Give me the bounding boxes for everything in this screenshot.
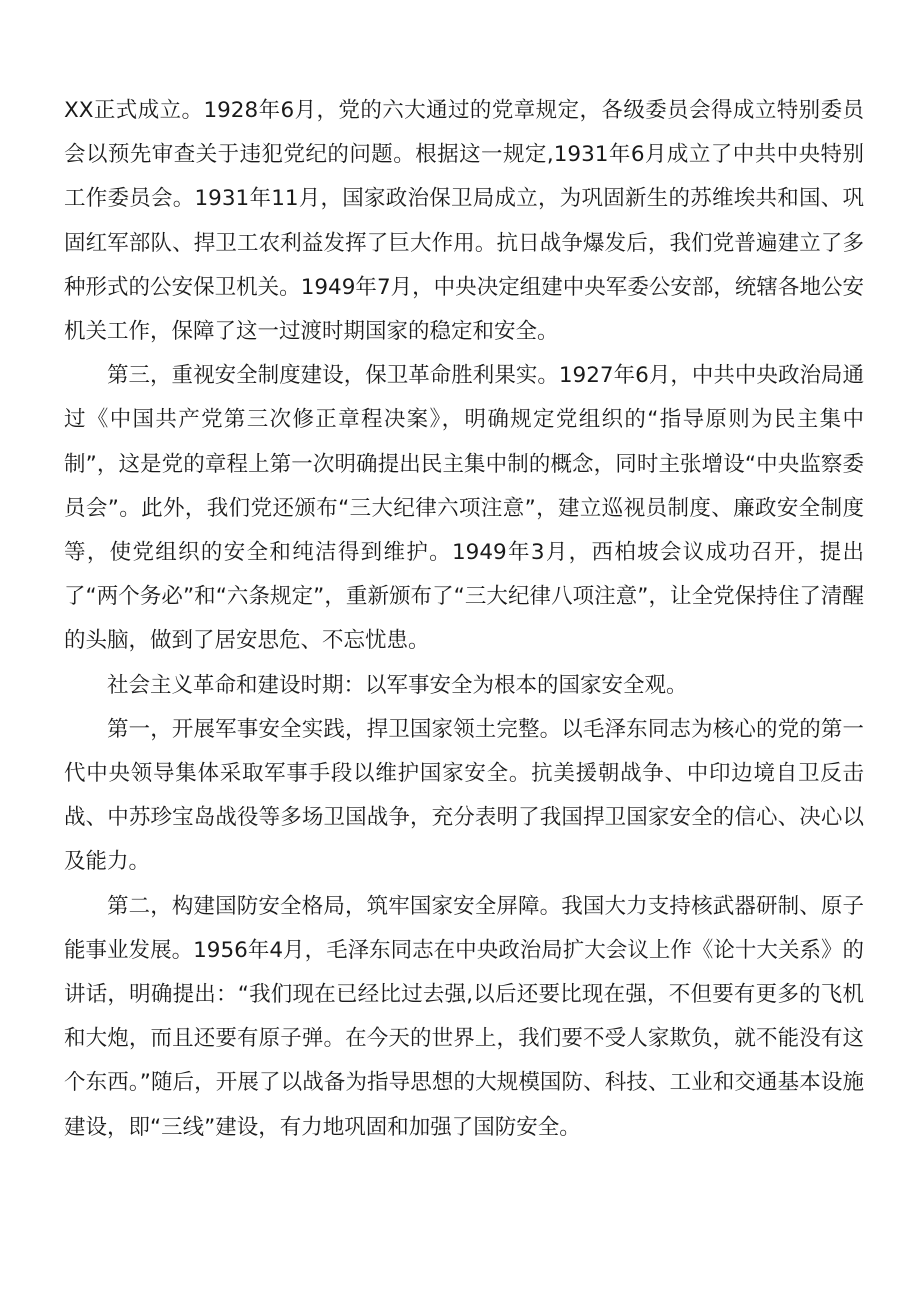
paragraph-2: 第三，重视安全制度建设，保卫革命胜利果实。1927年6月，中共中央政治局通过《中国共产党第三次修正章程决案》，明确规定党组织的“指导原则为民主集中制”，这是党的章程上第一次明确提出民主集中制的概念，同时主张增设“中央监察委员会”。此外，我们党还颁布“三大纪律六项注意”，建立巡视员制度、廉政安全制度等，使党组织的安全和纯洁得到维护。1949年3月，西柏坡会议成功召开，提出了“两个务必”和“六条规定”，重新颁布了“三大纪律八项注意”，让全党保持住了清醒的头脑，做到了居安思危、不忘忧患。 — [64, 363, 864, 654]
paragraph-4: 第二，构建国防安全格局，筑牢国家安全屏障。我国大力支持核武器研制、原子能事业发展。1956年4月，毛泽东同志在中央政治局扩大会议上作《论十大关系》的讲话，明确提出：“我们现在已经比过去强,以后还要比现在强，不但要有更多的飞机和大炮，而且还要有原子弹。在今天的世界上，我们要不受人家欺负，就不能没有这个东西。”随后，开展了以战备为指导思想的大规模国防、科技、工业和交通基本设施建设，即“三线”建设，有力地巩固和加强了国防安全。 — [64, 893, 864, 1140]
section-heading: 社会主义革命和建设时期：以军事安全为根本的国家安全观。 — [107, 672, 688, 698]
document-body — [64, 89, 864, 1150]
paragraph-1: XX正式成立。1928年6月，党的六大通过的党章规定，各级委员会得成立特别委员会以预先审查关于违犯党纪的问题。根据这一规定,1931年6月成立了中共中央特别工作委员会。1931年11月，国家政治保卫局成立，为巩固新生的苏维埃共和国、巩固红军部队、捍卫工农利益发挥了巨大作用。抗日战争爆发后，我们党普遍建立了多种形式的公安保卫机关。1949年7月，中央决定组建中央军委公安部，统辖各地公安机关工作，保障了这一过渡时期国家的稳定和安全。 — [64, 98, 864, 345]
paragraph-3: 第一，开展军事安全实践，捍卫国家领土完整。以毛泽东同志为核心的党的第一代中央领导集体采取军事手段以维护国家安全。抗美援朝战争、中印边境自卫反击战、中苏珍宝岛战役等多场卫国战争，充分表明了我国捍卫国家安全的信心、决心以及能力。 — [64, 716, 864, 875]
